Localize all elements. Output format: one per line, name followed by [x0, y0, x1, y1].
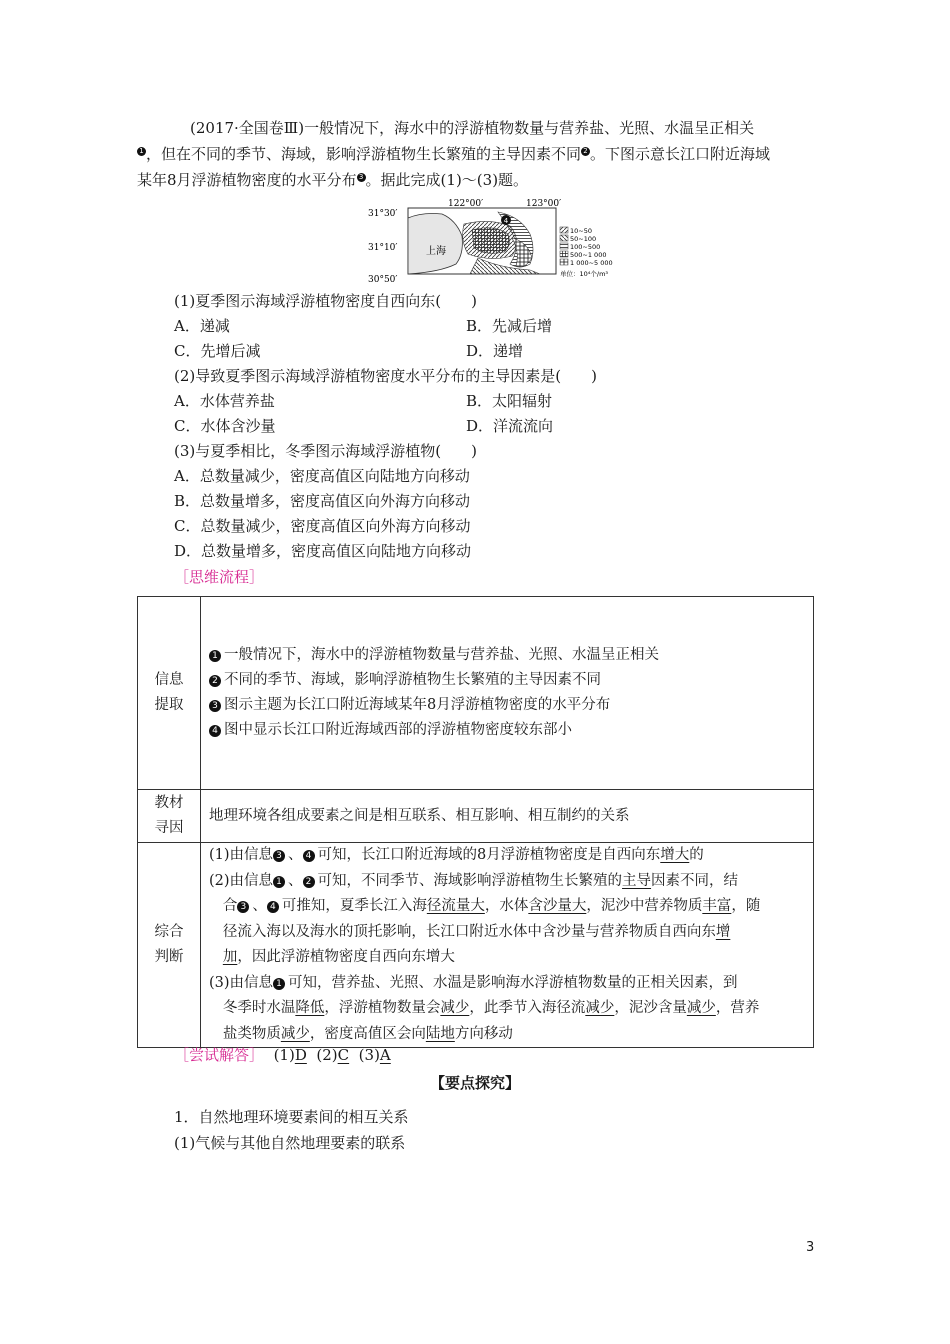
legend-unit: 单位：10⁴个/m³ [560, 270, 609, 278]
marker-3-icon: 3 [357, 173, 366, 182]
intro-line-3: 某年8月浮游植物密度的水平分布 3 。据此完成(1)～(3)题。 [137, 171, 529, 189]
legend-item: 50~100 [570, 235, 597, 243]
table-row [138, 843, 814, 1048]
legend-item: 10~50 [570, 227, 592, 235]
marker-2-icon: 2 [209, 675, 221, 687]
intro-line-2: 1 ，但在不同的季节、海域，影响浮游植物生长繁殖的主导因素不同 2 。下图示意长江口附近海域 [137, 143, 770, 165]
option-2A: A．水体营养盐 [174, 392, 275, 410]
option-2C: C．水体含沙量 [174, 417, 276, 435]
marker-1-icon: 1 [137, 147, 146, 156]
lat-label: 30°50′ [368, 275, 398, 284]
option-3C: C．总数量减少，密度高值区向外海方向移动 [174, 517, 471, 535]
option-1D: D．递增 [466, 342, 524, 360]
question-1: (1)夏季图示海域浮游植物密度自西向东( ) [174, 292, 477, 310]
row-label-judgment: 综合 判断 [138, 843, 201, 1048]
intro-line-1: (2017·全国卷Ⅲ)一般情况下，海水中的浮游植物数量与营养盐、光照、水温呈正相关 [190, 119, 755, 137]
option-3D: D．总数量增多，密度高值区向陆地方向移动 [174, 542, 472, 560]
info-items: 1 一般情况下，海水中的浮游植物数量与营养盐、光照、水温呈正相关 2 不同的季节、海域，影响浮游植物生长繁殖的主导因素不同 3 图示主题为长江口附近海域某年8月浮游植物密度的水平分布 4 图中显示长江口附近海域西部的浮游植物密度较东部小 [201, 597, 814, 790]
flow-label: ［思维流程］ [174, 568, 265, 586]
point-1-sub: (1)气候与其他自然地理要素的联系 [174, 1134, 406, 1152]
lat-label: 31°30′ [368, 209, 398, 219]
row-label-textbook: 教材 寻因 [138, 790, 201, 843]
option-1B: B．先减后增 [466, 317, 553, 335]
answer-line: ［尝试解答］ (1)D (2)C (3)A [174, 1046, 391, 1064]
marker-4-icon: 4 [209, 725, 221, 737]
option-1C: C．先增后减 [174, 342, 261, 360]
lon-label: 123°00′ [526, 199, 562, 209]
option-3B: B．总数量增多，密度高值区向外海方向移动 [174, 492, 471, 510]
svg-text:4: 4 [503, 217, 509, 225]
legend-item: 100~500 [570, 243, 601, 251]
table-row [138, 597, 814, 790]
textbook-reason: 地理环境各组成要素之间是相互联系、相互影响、相互制约的关系 [201, 790, 814, 843]
lat-label: 31°10′ [368, 243, 398, 253]
option-1A: A．递减 [174, 317, 230, 335]
city-label: 上海 [426, 246, 446, 257]
lon-label: 122°00′ [448, 199, 484, 209]
plankton-density-map [360, 198, 620, 284]
row-label-info: 信息 提取 [138, 597, 201, 790]
option-3A: A．总数量减少，密度高值区向陆地方向移动 [174, 467, 470, 485]
option-2B: B．太阳辐射 [466, 392, 553, 410]
table-row [138, 790, 814, 843]
option-2D: D．洋流流向 [466, 417, 554, 435]
legend-item: 1 000~5 000 [570, 259, 613, 267]
question-3: (3)与夏季相比，冬季图示海域浮游植物( ) [174, 442, 477, 460]
marker-3-icon: 3 [209, 700, 221, 712]
page-number: 3 [806, 1240, 815, 1255]
marker-2-icon: 2 [581, 147, 590, 156]
point-1: 1．自然地理环境要素间的相互关系 [174, 1108, 409, 1126]
judgment-text: (1)由信息 3 、 4 可知，长江口附近海域的8月浮游植物密度是自西向东增大的 (2)由信息 1 、 2 可知，不同季节、海域影响浮游植物生长繁殖的主导因素不同，结 合 3 、 4 可推知，夏季长江入海径流量大，水体含沙量大，泥沙中营养物质丰富，随 径流入海以及海水的顶托影响，长江口附近水体中含沙量与营养物质自西向东增 加，因此浮游植物密度自西向东增大 (3)由信息 1 可知，营养盐、光照、水温是影响海水浮游植物数量的正相关因素，到 冬季时水温降低，浮游植物数量会减少，此季节入海径流减少，泥沙含量减少，营养 盐类物质减少，密度高值区会向陆地方向移动 [201, 843, 814, 1048]
thinking-flow-table [137, 596, 814, 1048]
question-2: (2)导致夏季图示海域浮游植物密度水平分布的主导因素是( ) [174, 367, 597, 385]
section-title: 【要点探究】 [429, 1074, 520, 1092]
legend-item: 500~1 000 [570, 251, 607, 259]
marker-1-icon: 1 [209, 650, 221, 662]
